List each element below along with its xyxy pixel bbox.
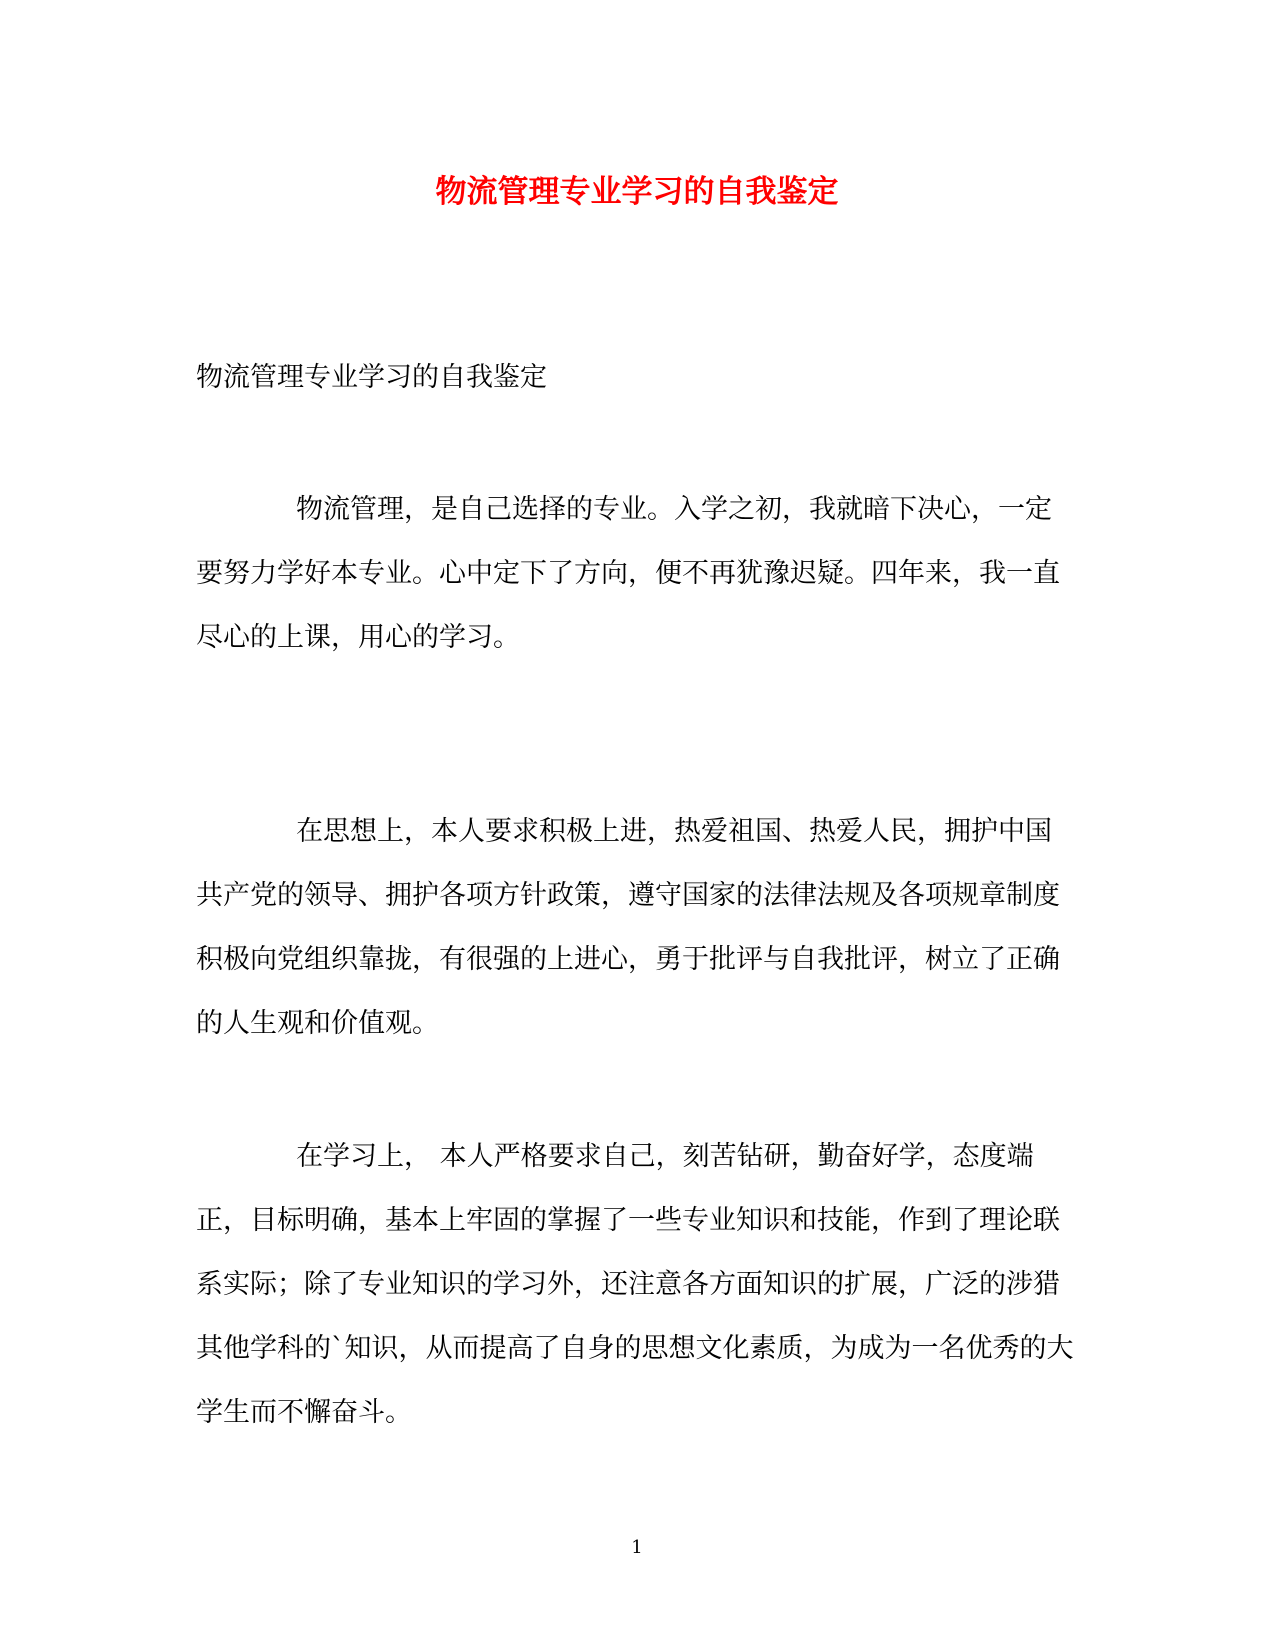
paragraph-intro: 物流管理，是自己选择的专业。入学之初，我就暗下决心，一定要努力学好本专业。心中定下了方向，便不再犹豫迟疑。四年来，我一直尽心的上课，用心的学习。: [196, 494, 1060, 653]
paragraph-study: 在学习上， 本人严格要求自己，刻苦钻研，勤奋好学，态度端正，目标明确，基本上牢固的掌握了一些专业知识和技能，作到了理论联系实际；除了专业知识的学习外，还注意各方面知识的扩展，广泛的涉猎其他学科的`知识，从而提高了自身的思想文化素质，为成为一名优秀的大学生而不懈奋斗。: [196, 1141, 1074, 1428]
document-title: 物流管理专业学习的自我鉴定: [435, 174, 839, 210]
document-subtitle: 物流管理专业学习的自我鉴定: [196, 362, 547, 393]
page-number: 1: [631, 1537, 643, 1558]
paragraph-ideology: 在思想上，本人要求积极上进，热爱祖国、热爱人民，拥护中国共产党的领导、拥护各项方针政策，遵守国家的法律法规及各项规章制度积极向党组织靠拢，有很强的上进心，勇于批评与自我批评，树立了正确的人生观和价值观。: [196, 816, 1060, 1039]
